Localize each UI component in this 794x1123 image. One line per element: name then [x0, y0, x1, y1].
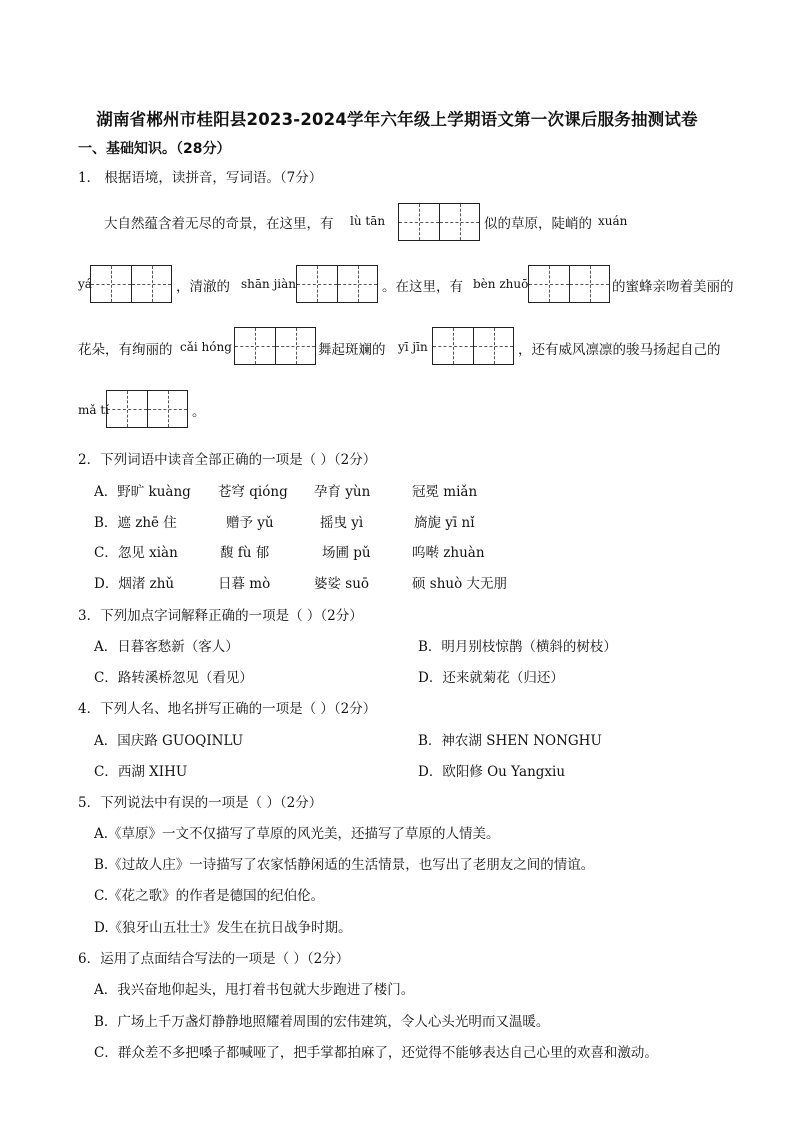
q2-option-d-3: 婆娑 suō	[314, 576, 370, 592]
q1-pinyin-5: cǎi hóng	[180, 340, 232, 354]
q6-option-b: B．广场上千万盏灯静静地照耀着周围的宏伟建筑，令人心头光明而又温暖。	[94, 1014, 550, 1030]
q3-option-a: A．日暮客愁新（客人）	[94, 639, 239, 655]
q1-stem: 1． 根据语境，读拼音，写词语。（7分）	[78, 170, 323, 186]
q1-pinyin-2a: xuán	[598, 214, 628, 228]
q2-option-a-1: A．野旷 kuàng	[94, 484, 191, 500]
q2-stem: 2．下列词语中读音全部正确的一项是（ ）（2分）	[78, 452, 377, 468]
section-heading: 一、基础知识。（28分）	[78, 141, 231, 157]
q1-pinyin-6: yī jīn	[398, 340, 428, 354]
q2-option-c-4: 呜啭 zhuàn	[412, 545, 485, 561]
q5-option-a: A.《草原》一文不仅描写了草原的风光美，还描写了草原的人情美。	[94, 826, 500, 842]
q1-answer-grid-1[interactable]	[398, 203, 480, 241]
q2-option-c-1: C．忽见 xiàn	[94, 545, 178, 561]
q3-stem: 3．下列加点字词解释正确的一项是（ ）（2分）	[78, 608, 363, 624]
q6-option-c: C．群众差不多把嗓子都喊哑了，把手掌都拍麻了，还觉得不能够表达自己心里的欢喜和激动。	[94, 1045, 658, 1061]
q4-stem: 4．下列人名、地名拼写正确的一项是（ ）（2分）	[78, 701, 377, 717]
q1-answer-grid-6[interactable]	[432, 327, 514, 365]
q3-option-c: C．路转溪桥忽见（看见）	[94, 670, 253, 686]
q2-option-c-2: 馥 fù 郁	[220, 545, 270, 561]
q3-option-b: B．明月别枝惊鹊（横斜的树枝）	[418, 639, 617, 655]
q2-option-a-4: 冠冕 miǎn	[412, 484, 478, 500]
q2-option-d-2: 日暮 mò	[218, 576, 271, 592]
q1-line2-text-b: 。在这里，有	[382, 279, 463, 295]
q1-answer-grid-4[interactable]	[528, 265, 610, 303]
q1-answer-grid-5[interactable]	[234, 327, 316, 365]
q2-option-b-3: 摇曳 yì	[320, 515, 364, 531]
q1-pinyin-4: bèn zhuō	[473, 277, 529, 291]
page-title: 湖南省郴州市桂阳县2023-2024学年六年级上学期语文第一次课后服务抽测试卷	[96, 110, 698, 129]
q4-option-b: B．神农湖 SHEN NONGHU	[418, 733, 602, 749]
q1-answer-grid-2[interactable]	[90, 265, 172, 303]
q1-pinyin-2b: yá	[78, 277, 92, 291]
q4-option-d: D．欧阳修 Ou Yangxiu	[418, 764, 566, 780]
q1-pinyin-3: shān jiàn	[241, 277, 297, 291]
q1-line3-text-b: 舞起斑斓的	[318, 342, 386, 358]
q1-pinyin-7: mǎ tí	[78, 403, 110, 417]
q6-option-a: A．我兴奋地仰起头，甩打着书包就大步跑进了楼门。	[94, 982, 415, 998]
q5-option-c: C.《花之歌》的作者是德国的纪伯伦。	[94, 888, 325, 904]
q2-option-b-4: 旖旎 yī nǐ	[414, 515, 475, 531]
q1-line3-text-a: 花朵，有绚丽的	[78, 342, 173, 358]
q2-option-c-3: 场圃 pǔ	[322, 545, 371, 561]
q5-stem: 5．下列说法中有误的一项是（ ）（2分）	[78, 795, 323, 811]
q5-option-d: D.《狼牙山五壮士》发生在抗日战争时期。	[94, 920, 352, 936]
q5-option-b: B.《过故人庄》一诗描写了农家恬静闲适的生活情景，也写出了老朋友之间的情谊。	[94, 857, 595, 873]
q2-option-a-2: 苍穹 qióng	[218, 484, 288, 500]
q2-option-b-1: B．遮 zhē 住	[94, 515, 177, 531]
q6-stem: 6．运用了点面结合写法的一项是（ ）（2分）	[78, 951, 350, 967]
q4-option-c: C．西湖 XIHU	[94, 764, 188, 780]
q2-option-d-4: 硕 shuò 大无朋	[412, 576, 508, 592]
q2-option-b-2: 赠予 yǔ	[226, 515, 274, 531]
q1-answer-grid-3[interactable]	[296, 265, 378, 303]
q1-answer-grid-7[interactable]	[106, 390, 188, 428]
q1-line1-text-b: 似的草原，陡峭的	[484, 216, 592, 232]
q3-option-d: D．还来就菊花（归还）	[418, 670, 564, 686]
q2-option-d-1: D．烟渚 zhǔ	[94, 576, 175, 592]
q4-option-a: A．国庆路 GUOQINLU	[94, 733, 244, 749]
q1-line2-text-c: 的蜜蜂亲吻着美丽的	[612, 279, 734, 295]
q1-line1-text-a: 大自然蕴含着无尽的奇景，在这里，有	[104, 216, 334, 232]
q2-option-a-3: 孕育 yùn	[314, 484, 371, 500]
q1-pinyin-1: lù tān	[350, 214, 386, 228]
q1-line4-text: 。	[192, 404, 206, 420]
q1-line3-text-c: ，还有威风凛凛的骏马扬起自己的	[518, 342, 721, 358]
q1-line2-text-a: ，清澈的	[176, 279, 230, 295]
